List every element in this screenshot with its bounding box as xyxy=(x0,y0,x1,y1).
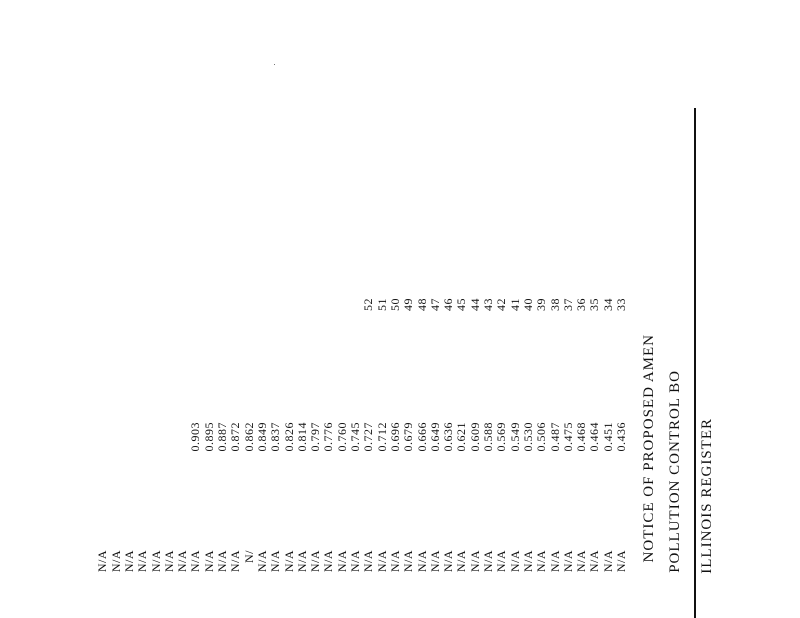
na-cell: N/A xyxy=(188,550,203,573)
na-cell: N/A xyxy=(361,550,376,573)
value-cell: 0.727 xyxy=(361,422,376,452)
na-cell: N/A xyxy=(135,550,150,573)
value-cell: 0.464 xyxy=(587,422,602,452)
na-cell: N/A xyxy=(334,550,349,573)
number-cell: 35 xyxy=(587,298,602,311)
number-cell: 46 xyxy=(441,298,456,311)
na-cell: N/A xyxy=(600,550,615,573)
value-cell: 0.712 xyxy=(374,422,389,452)
na-cell: N/A xyxy=(108,550,123,573)
register-title: ILLINOIS REGISTER xyxy=(699,418,715,574)
na-cell: N/A xyxy=(161,550,176,573)
number-cell: 43 xyxy=(481,298,495,311)
na-cell: N/A xyxy=(387,550,402,573)
notice-title: NOTICE OF PROPOSED AMEN xyxy=(641,334,657,563)
na-cell: N/A xyxy=(507,550,522,573)
value-cell: 0.506 xyxy=(534,422,549,452)
number-cell: 48 xyxy=(414,298,429,311)
na-cell: N/A xyxy=(95,550,110,573)
na-cell: N/A xyxy=(201,550,216,573)
value-cell: 0.797 xyxy=(308,422,323,452)
na-cell: N/A xyxy=(614,550,628,573)
value-cell: 0.666 xyxy=(414,422,429,452)
na-cell: N/A xyxy=(321,550,336,573)
value-cell: 0.487 xyxy=(547,422,562,452)
value-cell: 0.451 xyxy=(600,422,615,452)
na-cell: N/A xyxy=(547,550,562,573)
number-cell: 52 xyxy=(361,298,376,311)
agency-name: POLLUTION CONTROL BO xyxy=(667,370,683,573)
value-cell: 0.745 xyxy=(348,422,362,452)
header-rule xyxy=(694,108,696,618)
value-cell: 0.436 xyxy=(614,422,628,452)
na-cell: N/A xyxy=(121,550,136,573)
value-cell: 0.903 xyxy=(188,422,203,452)
na-cell: N/A xyxy=(308,550,323,573)
value-cell: 0.549 xyxy=(507,422,522,452)
value-cell: 0.621 xyxy=(454,422,469,452)
value-cell: 0.895 xyxy=(201,422,216,452)
na-cell: N/A xyxy=(401,550,416,573)
number-cell: 51 xyxy=(374,298,389,311)
value-cell: 0.776 xyxy=(321,422,336,452)
na-cell: N/A xyxy=(294,550,309,573)
value-cell: 0.649 xyxy=(427,422,442,452)
na-cell: N/A xyxy=(281,550,296,573)
value-cell: 0.814 xyxy=(294,422,309,452)
number-cell: 50 xyxy=(387,298,402,311)
value-cell: 0.826 xyxy=(281,422,296,452)
na-cell: N/A xyxy=(494,550,509,573)
na-cell: N/A xyxy=(441,550,456,573)
number-cell: 41 xyxy=(507,298,522,311)
na-cell: N/A xyxy=(414,550,429,573)
na-cell: N/A xyxy=(148,550,163,573)
value-cell: 0.569 xyxy=(494,422,509,452)
value-cell: 0.887 xyxy=(215,422,229,452)
number-cell: 44 xyxy=(467,298,482,311)
value-cell: 0.679 xyxy=(401,422,416,452)
na-cell: N/A xyxy=(587,550,602,573)
na-cell: N/A xyxy=(348,550,362,573)
number-cell: 47 xyxy=(427,298,442,311)
na-cell: N/A xyxy=(454,550,469,573)
number-cell: 49 xyxy=(401,298,416,311)
value-cell: 0.760 xyxy=(334,422,349,452)
value-cell: 0.475 xyxy=(560,422,575,452)
na-cell: N/A xyxy=(215,550,229,573)
na-cell: N/A xyxy=(175,550,190,573)
na-cell: N/A xyxy=(467,550,482,573)
na-cell: N/A xyxy=(268,550,283,573)
na-cell: N/A xyxy=(520,550,535,573)
number-cell: 33 xyxy=(614,298,628,311)
na-cell: N/A xyxy=(254,550,269,573)
number-cell: 34 xyxy=(600,298,615,311)
na-cell: N/A xyxy=(374,550,389,573)
value-cell: 0.530 xyxy=(520,422,535,452)
value-cell: 0.609 xyxy=(467,422,482,452)
value-cell: 0.872 xyxy=(228,422,243,452)
value-cell: 0.837 xyxy=(268,422,283,452)
number-cell: 42 xyxy=(494,298,509,311)
na-cell: N/A xyxy=(228,550,243,573)
value-cell: 0.696 xyxy=(387,422,402,452)
na-cell: N/ xyxy=(241,550,256,563)
na-cell: N/A xyxy=(560,550,575,573)
number-cell: 45 xyxy=(454,298,469,311)
value-cell: 0.468 xyxy=(574,422,589,452)
number-cell: 39 xyxy=(534,298,549,311)
value-cell: 0.849 xyxy=(254,422,269,452)
na-cell: N/A xyxy=(427,550,442,573)
na-cell: N/A xyxy=(574,550,589,573)
value-cell: 0.588 xyxy=(481,422,495,452)
number-cell: 36 xyxy=(574,298,589,311)
na-cell: N/A xyxy=(534,550,549,573)
na-cell: N/A xyxy=(481,550,495,573)
number-cell: 40 xyxy=(520,298,535,311)
scan-speck xyxy=(274,64,275,65)
number-cell: 37 xyxy=(560,298,575,311)
value-cell: 0.862 xyxy=(241,422,256,452)
value-cell: 0.636 xyxy=(441,422,456,452)
number-cell: 38 xyxy=(547,298,562,311)
